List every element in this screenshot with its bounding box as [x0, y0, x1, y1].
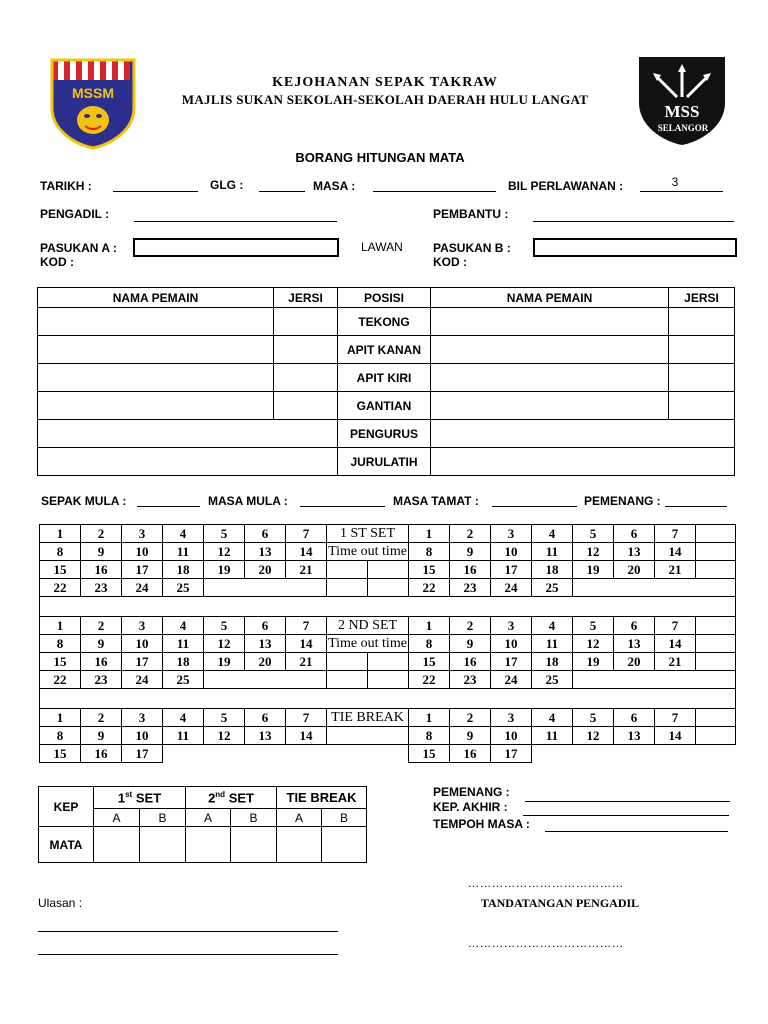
score-point-b: 14: [655, 543, 696, 561]
score-point-a: 2: [81, 709, 122, 727]
player-b-jersi-cell[interactable]: [669, 392, 735, 420]
score-point-a: 5: [204, 617, 245, 635]
score-point-a: 16: [81, 561, 122, 579]
kep-tiebreak-header: TIE BREAK: [277, 787, 367, 809]
tiebreak-label: TIE BREAK: [327, 709, 409, 727]
sepak-mula-field[interactable]: [137, 506, 200, 507]
set1-label: 1 ST SET: [327, 525, 409, 543]
score-point-a: 5: [204, 525, 245, 543]
score-blank: [696, 525, 736, 543]
pasukan-a-label: PASUKAN A :: [40, 241, 117, 255]
score-point-a: 1: [40, 617, 81, 635]
pasukan-b-label: PASUKAN B :: [433, 241, 511, 255]
score-point-a: 16: [81, 745, 122, 763]
set2-label: 2 ND SET: [327, 617, 409, 635]
score-point-a: 25: [163, 579, 204, 597]
score-point-b: 2: [450, 617, 491, 635]
mssm-logo-text: MSSM: [72, 85, 114, 101]
player-a-jersi-cell[interactable]: [274, 392, 338, 420]
score-point-a: 13: [245, 543, 286, 561]
selangor-logo-text: SELANGOR: [657, 123, 709, 133]
ulasan-line-1[interactable]: [38, 931, 338, 932]
position-gantian: GANTIAN: [338, 392, 431, 420]
score-point-a: 12: [204, 635, 245, 653]
score-point-a: 9: [81, 635, 122, 653]
score-point-a: 10: [122, 727, 163, 745]
score-point-b: 1: [409, 617, 450, 635]
bil-perlawanan-label: BIL PERLAWANAN :: [508, 179, 624, 193]
score-point-b: 13: [614, 635, 655, 653]
tiebreak-blank: [163, 745, 409, 763]
score-point-b: 25: [532, 579, 573, 597]
score-point-b: 5: [573, 525, 614, 543]
position-apit-kiri: APIT KIRI: [338, 364, 431, 392]
score-point-b: 22: [409, 579, 450, 597]
score-point-b: 4: [532, 709, 573, 727]
score-point-b: 24: [491, 671, 532, 689]
glg-label: GLG :: [210, 178, 244, 192]
kep-set1-header: 1st SET: [94, 787, 186, 809]
col-nama-pemain-a: NAMA PEMAIN: [38, 288, 274, 308]
score-point-a: 3: [122, 709, 163, 727]
score-point-a: 7: [286, 525, 327, 543]
kep-header: KEP: [39, 787, 94, 827]
score-point-a: 17: [122, 745, 163, 763]
kep-set1-b: B: [140, 809, 186, 827]
kep-akhir-field[interactable]: [523, 815, 729, 816]
score-blank: [696, 635, 736, 653]
player-b-name-cell[interactable]: [431, 308, 669, 336]
score-point-b: 12: [573, 727, 614, 745]
score-point-a: 4: [163, 525, 204, 543]
score-point-b: 17: [491, 745, 532, 763]
score-point-b: 11: [532, 727, 573, 745]
score-blank: [204, 671, 327, 689]
score-point-b: 16: [450, 561, 491, 579]
tarikh-label: TARIKH :: [40, 179, 92, 193]
score-point-b: 13: [614, 727, 655, 745]
score-point-a: 2: [81, 617, 122, 635]
score-point-a: 19: [204, 653, 245, 671]
score-point-b: 1: [409, 709, 450, 727]
score-blank: [696, 561, 736, 579]
score-blank: [696, 617, 736, 635]
score-point-a: 16: [81, 653, 122, 671]
pembantu-field[interactable]: [533, 221, 734, 222]
score-point-b: 25: [532, 671, 573, 689]
score-point-b: 21: [655, 561, 696, 579]
score-table: [39, 524, 736, 763]
score-point-b: 20: [614, 653, 655, 671]
timeout-a-cell[interactable]: [327, 653, 368, 671]
score-point-a: 1: [40, 525, 81, 543]
score-point-a: 18: [163, 653, 204, 671]
score-point-a: 15: [40, 653, 81, 671]
score-point-b: 23: [450, 579, 491, 597]
pemenang-field[interactable]: [665, 506, 727, 507]
score-point-b: 19: [573, 561, 614, 579]
score-point-b: 3: [491, 617, 532, 635]
mss-logo-text: MSS: [664, 102, 700, 121]
score-point-a: 23: [81, 579, 122, 597]
score-point-a: 11: [163, 727, 204, 745]
score-point-b: 18: [532, 561, 573, 579]
score-point-a: 2: [81, 525, 122, 543]
timeout-b-cell[interactable]: [368, 653, 409, 671]
score-point-b: 12: [573, 635, 614, 653]
score-point-a: 7: [286, 617, 327, 635]
score-point-b: 1: [409, 525, 450, 543]
pengurus-a-cell[interactable]: [38, 420, 338, 448]
bil-perlawanan-value: 3: [671, 175, 679, 189]
player-b-jersi-cell[interactable]: [669, 308, 735, 336]
position-pengurus: PENGURUS: [338, 420, 431, 448]
score-point-a: 9: [81, 543, 122, 561]
title-kejohanan: KEJOHANAN SEPAK TAKRAW: [272, 75, 498, 90]
timeout-a-cell[interactable]: [327, 579, 368, 597]
score-point-b: 4: [532, 617, 573, 635]
score-point-b: 10: [491, 635, 532, 653]
result-pemenang-label: PEMENANG :: [433, 785, 510, 799]
score-point-b: 9: [450, 543, 491, 561]
score-point-b: 8: [409, 635, 450, 653]
score-point-a: 15: [40, 745, 81, 763]
kep-set2-header: 2nd SET: [186, 787, 277, 809]
score-point-a: 21: [286, 561, 327, 579]
score-point-a: 22: [40, 579, 81, 597]
score-point-a: 12: [204, 543, 245, 561]
title-majlis: MAJLIS SUKAN SEKOLAH-SEKOLAH DAERAH HULU LANGAT: [181, 92, 589, 107]
player-a-jersi-cell[interactable]: [274, 308, 338, 336]
jurulatih-b-cell[interactable]: [431, 448, 735, 476]
timeout-b-cell[interactable]: [368, 671, 409, 689]
set-separator: [40, 689, 736, 709]
tiebreak-blank: [532, 745, 736, 763]
ulasan-line-2[interactable]: [38, 954, 338, 955]
jurulatih-a-cell[interactable]: [38, 448, 338, 476]
timeout-a-cell[interactable]: [327, 561, 368, 579]
score-point-b: 13: [614, 543, 655, 561]
score-point-b: 11: [532, 635, 573, 653]
score-point-b: 16: [450, 653, 491, 671]
score-point-a: 5: [204, 709, 245, 727]
sepak-mula-label: SEPAK MULA :: [41, 494, 127, 508]
kep-set2-b: B: [231, 809, 277, 827]
score-point-a: 21: [286, 653, 327, 671]
mssm-logo: [50, 58, 136, 150]
score-point-b: 17: [491, 561, 532, 579]
kep-tiebreak-a: A: [277, 809, 322, 827]
score-point-a: 13: [245, 727, 286, 745]
score-point-a: 24: [122, 579, 163, 597]
position-jurulatih: JURULATIH: [338, 448, 431, 476]
score-point-b: 23: [450, 671, 491, 689]
signature-dots-2: …………………………………: [468, 938, 624, 950]
mata-tiebreak-b-cell[interactable]: [322, 827, 367, 863]
score-point-b: 12: [573, 543, 614, 561]
score-point-b: 6: [614, 525, 655, 543]
score-point-b: 2: [450, 525, 491, 543]
kep-akhir-label: KEP. AKHIR :: [433, 800, 508, 814]
mata-tiebreak-a-cell[interactable]: [277, 827, 322, 863]
score-point-a: 8: [40, 635, 81, 653]
players-table: [37, 287, 735, 476]
score-point-b: 15: [409, 561, 450, 579]
col-jersi-a: JERSI: [274, 288, 338, 308]
score-point-b: 6: [614, 617, 655, 635]
player-a-jersi-cell[interactable]: [274, 364, 338, 392]
score-point-a: 19: [204, 561, 245, 579]
player-a-name-cell[interactable]: [38, 364, 274, 392]
masa-mula-field[interactable]: [300, 506, 385, 507]
score-point-a: 7: [286, 709, 327, 727]
timeout-b-cell[interactable]: [368, 579, 409, 597]
kep-set1-a: A: [94, 809, 140, 827]
score-point-b: 15: [409, 653, 450, 671]
score-point-a: 23: [81, 671, 122, 689]
player-b-jersi-cell[interactable]: [669, 364, 735, 392]
score-point-b: 15: [409, 745, 450, 763]
timeout-a-cell[interactable]: [327, 671, 368, 689]
player-a-name-cell[interactable]: [38, 308, 274, 336]
masa-tamat-field[interactable]: [492, 506, 577, 507]
masa-label: MASA :: [313, 179, 356, 193]
score-point-a: 4: [163, 617, 204, 635]
bil-perlawanan-field[interactable]: [640, 191, 723, 192]
set-separator: [40, 597, 736, 617]
score-point-a: 6: [245, 709, 286, 727]
score-point-a: 11: [163, 635, 204, 653]
pemenang-label: PEMENANG :: [584, 494, 661, 508]
score-point-b: 14: [655, 727, 696, 745]
score-point-a: 20: [245, 653, 286, 671]
score-point-b: 10: [491, 543, 532, 561]
position-tekong: TEKONG: [338, 308, 431, 336]
score-point-b: 5: [573, 617, 614, 635]
tiebreak-blank: [327, 727, 409, 745]
mata-label: MATA: [39, 827, 94, 863]
score-point-b: 22: [409, 671, 450, 689]
player-a-jersi-cell[interactable]: [274, 336, 338, 364]
score-point-b: 7: [655, 709, 696, 727]
score-point-b: 24: [491, 579, 532, 597]
score-blank: [204, 579, 327, 597]
score-point-a: 4: [163, 709, 204, 727]
score-blank: [573, 579, 736, 597]
score-point-a: 12: [204, 727, 245, 745]
col-nama-pemain-b: NAMA PEMAIN: [431, 288, 669, 308]
score-point-b: 5: [573, 709, 614, 727]
mata-set1-a-cell[interactable]: [94, 827, 140, 863]
score-point-b: 20: [614, 561, 655, 579]
score-point-a: 25: [163, 671, 204, 689]
tempoh-masa-field[interactable]: [545, 831, 728, 832]
score-point-b: 3: [491, 709, 532, 727]
score-point-a: 13: [245, 635, 286, 653]
score-point-a: 10: [122, 635, 163, 653]
pasukan-b-box[interactable]: [533, 238, 737, 257]
score-point-b: 21: [655, 653, 696, 671]
lawan-label: LAWAN: [361, 240, 403, 254]
kod-a-label: KOD :: [40, 255, 74, 269]
position-apit-kanan: APIT KANAN: [338, 336, 431, 364]
score-point-b: 7: [655, 617, 696, 635]
timeout-b-cell[interactable]: [368, 561, 409, 579]
pengadil-field[interactable]: [134, 221, 337, 222]
score-point-a: 11: [163, 543, 204, 561]
masa-field[interactable]: [373, 191, 496, 192]
score-blank: [696, 653, 736, 671]
form-title: BORANG HITUNGAN MATA: [295, 150, 465, 165]
score-point-b: 8: [409, 727, 450, 745]
mata-set1-b-cell[interactable]: [140, 827, 186, 863]
masa-tamat-label: MASA TAMAT :: [393, 494, 479, 508]
score-point-a: 3: [122, 525, 163, 543]
score-point-b: 6: [614, 709, 655, 727]
score-point-b: 19: [573, 653, 614, 671]
score-point-b: 10: [491, 727, 532, 745]
set1-timeout-label: Time out time: [328, 544, 407, 559]
kep-table: [38, 786, 367, 863]
score-point-b: 16: [450, 745, 491, 763]
score-point-b: 2: [450, 709, 491, 727]
score-point-b: 14: [655, 635, 696, 653]
score-point-a: 17: [122, 653, 163, 671]
score-point-a: 9: [81, 727, 122, 745]
kod-b-label: KOD :: [433, 255, 467, 269]
score-point-b: 8: [409, 543, 450, 561]
player-b-name-cell[interactable]: [431, 392, 669, 420]
score-point-a: 14: [286, 727, 327, 745]
score-point-a: 6: [245, 525, 286, 543]
tempoh-masa-label: TEMPOH MASA :: [433, 817, 530, 831]
score-blank: [573, 671, 736, 689]
ulasan-label: Ulasan :: [38, 896, 83, 910]
pengadil-label: PENGADIL :: [40, 207, 110, 221]
col-posisi: POSISI: [338, 288, 431, 308]
score-point-a: 18: [163, 561, 204, 579]
kep-tiebreak-b: B: [322, 809, 367, 827]
tarikh-field[interactable]: [113, 191, 198, 192]
score-point-a: 17: [122, 561, 163, 579]
score-blank: [696, 727, 736, 745]
player-b-name-cell[interactable]: [431, 364, 669, 392]
pengurus-b-cell[interactable]: [431, 420, 735, 448]
score-point-b: 17: [491, 653, 532, 671]
glg-field[interactable]: [259, 191, 305, 192]
signature-dots-1: …………………………………: [468, 878, 624, 890]
score-blank: [696, 543, 736, 561]
mss-selangor-logo: [637, 55, 727, 147]
score-point-a: 1: [40, 709, 81, 727]
score-point-b: 11: [532, 543, 573, 561]
score-blank: [696, 709, 736, 727]
col-jersi-b: JERSI: [669, 288, 735, 308]
score-point-b: 18: [532, 653, 573, 671]
mata-set2-a-cell[interactable]: [186, 827, 231, 863]
player-a-name-cell[interactable]: [38, 392, 274, 420]
score-point-b: 9: [450, 727, 491, 745]
mata-set2-b-cell[interactable]: [231, 827, 277, 863]
score-point-b: 4: [532, 525, 573, 543]
result-pemenang-field[interactable]: [525, 801, 730, 802]
score-point-a: 20: [245, 561, 286, 579]
masa-mula-label: MASA MULA :: [208, 494, 288, 508]
score-point-a: 8: [40, 543, 81, 561]
player-b-jersi-cell[interactable]: [669, 336, 735, 364]
score-point-a: 8: [40, 727, 81, 745]
player-a-name-cell[interactable]: [38, 336, 274, 364]
score-point-a: 3: [122, 617, 163, 635]
pembantu-label: PEMBANTU :: [433, 207, 509, 221]
score-point-b: 9: [450, 635, 491, 653]
kep-set2-a: A: [186, 809, 231, 827]
score-point-b: 7: [655, 525, 696, 543]
score-point-b: 3: [491, 525, 532, 543]
score-point-a: 6: [245, 617, 286, 635]
score-point-a: 22: [40, 671, 81, 689]
tandatangan-pengadil: TANDATANGAN PENGADIL: [480, 896, 640, 910]
pasukan-a-box[interactable]: [133, 238, 339, 257]
score-point-a: 14: [286, 543, 327, 561]
score-point-a: 15: [40, 561, 81, 579]
player-b-name-cell[interactable]: [431, 336, 669, 364]
score-point-a: 24: [122, 671, 163, 689]
score-point-a: 10: [122, 543, 163, 561]
set2-timeout-label: Time out time: [328, 636, 407, 651]
score-point-a: 14: [286, 635, 327, 653]
